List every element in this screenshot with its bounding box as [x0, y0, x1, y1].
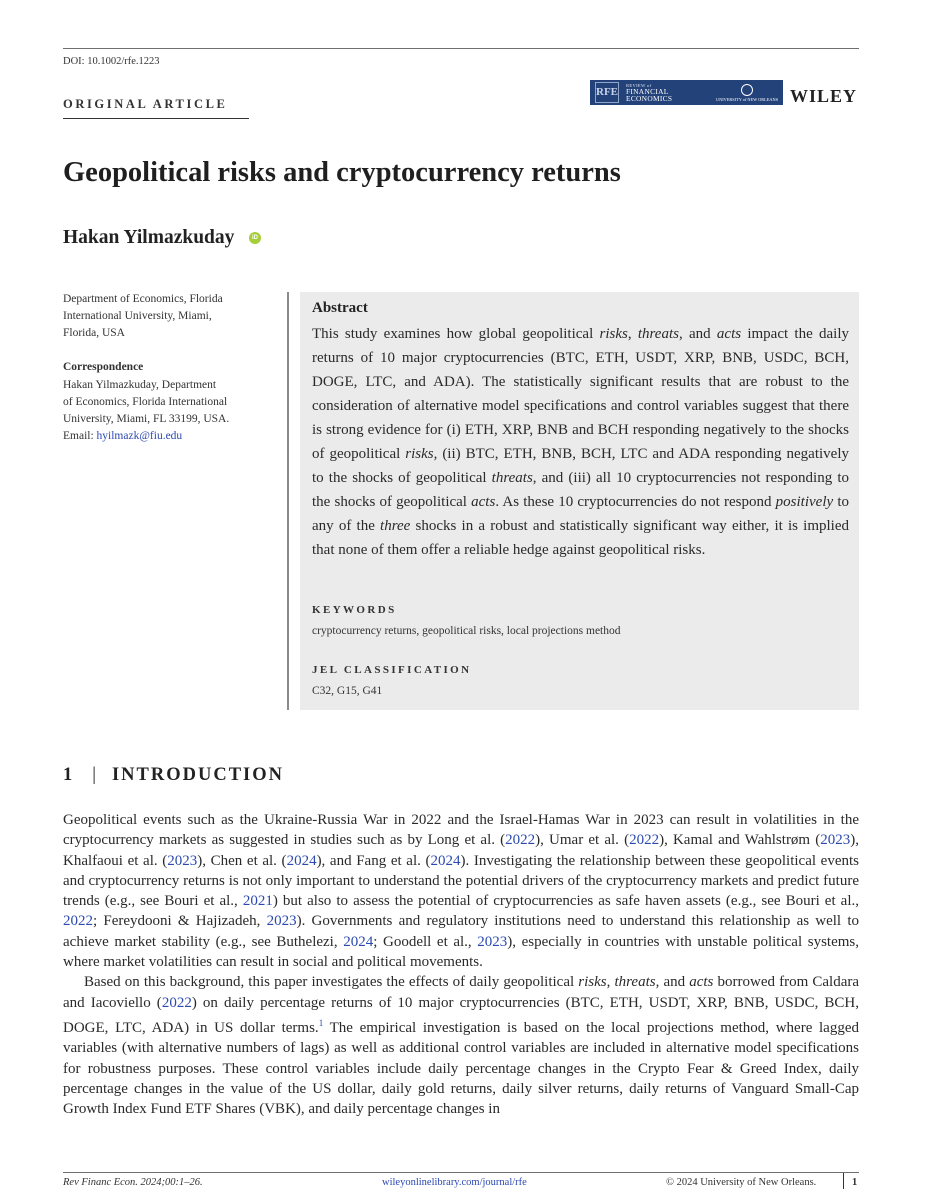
- citation-link[interactable]: 2022: [161, 994, 192, 1011]
- correspondence-heading: Correspondence: [63, 361, 144, 373]
- university-crest-icon: [741, 84, 753, 96]
- section-title: INTRODUCTION: [111, 765, 284, 785]
- abstract-heading: Abstract: [312, 300, 368, 316]
- article-type: ORIGINAL ARTICLE: [63, 97, 228, 111]
- journal-url-link[interactable]: wileyonlinelibrary.com/journal/rfe: [382, 1177, 527, 1188]
- section-divider: |: [92, 765, 98, 785]
- journal-logo[interactable]: [590, 80, 783, 105]
- correspondence: Hakan Yilmazkuday, Department of Economics, Florida International University, Miami, FL 33199, USA. Email: hyilmazk@fiu.edu: [63, 379, 230, 442]
- abstract-side-bar: [287, 292, 289, 710]
- citation-link[interactable]: 2021: [242, 893, 273, 910]
- keywords-text: cryptocurrency returns, geopolitical risks, local projections method: [312, 625, 621, 637]
- citation-link[interactable]: 2024: [343, 933, 374, 950]
- article-type-underline: [63, 118, 249, 119]
- citation-link[interactable]: 2022: [505, 832, 536, 849]
- paper-title: Geopolitical risks and cryptocurrency returns: [63, 157, 621, 188]
- doi[interactable]: DOI: 10.1002/rfe.1223: [63, 56, 160, 67]
- paragraph-1: Geopolitical events such as the Ukraine-Russia War in 2022 and the Israel-Hamas War in 2023 can result in volatilities in the cryptocurrency markets as suggested in studies such as by Long et al. (2022), Umar et al. (2022), Kamal and Wahlstrøm (2023), Khalfaoui et al. (2023), Chen et al. (2024), and Fang et al. (2024). Investigating the relationship between these geopolitical events and cryptocurrency returns is not only important to understand the potential drivers of the cryptocurrency markets and predict future trends (e.g., see Bouri et al., 2021) but also to assess the potential of cryptocurrencies as safe haven assets (e.g., see Bouri et al., 2022; Fereydooni & Hajizadeh, 2023). Governments and regulatory institutions need to understand this relationship as well to achieve market stability (e.g., see Buthelezi, 2024; Goodell et al., 2023), especially in countries with unstable political systems, where market volatilities can result in social and political movements.: [63, 812, 860, 971]
- bottom-rule: [63, 1172, 859, 1173]
- citation-link[interactable]: 2023: [266, 913, 297, 930]
- citation-link[interactable]: 2024: [430, 852, 461, 869]
- journal-name: REVIEW of FINANCIAL ECONOMICS: [626, 82, 673, 103]
- footer-divider: [843, 1173, 844, 1189]
- section-number: 1: [63, 765, 75, 785]
- email-link[interactable]: hyilmazk@fiu.edu: [96, 430, 183, 442]
- author-name[interactable]: Hakan Yilmazkuday: [63, 227, 235, 248]
- citation-line: Rev Financ Econ. 2024;00:1–26.: [63, 1177, 203, 1188]
- citation-link[interactable]: 2023: [167, 852, 198, 869]
- journal-monogram-icon: RFE: [595, 82, 619, 103]
- footnote-link[interactable]: 1: [318, 1017, 324, 1028]
- citation-link[interactable]: 2022: [63, 913, 93, 930]
- jel-text: C32, G15, G41: [312, 685, 383, 697]
- introduction-body: [63, 810, 859, 1119]
- section-heading: [63, 765, 284, 786]
- citation-link[interactable]: 2023: [477, 933, 508, 950]
- affiliation: Department of Economics, Florida International University, Miami, Florida, USA: [63, 293, 223, 339]
- paragraph-2: Based on this background, this paper investigates the effects of daily geopolitical risks, threats, and acts borrowed from Caldara and Iacoviello (2022) on daily percentage returns of 10 major cryptocurrencies (BTC, ETH, USDT, XRP, BNB, USDC, BCH, DOGE, LTC, ADA) in US dollar terms.$^1$ The empirical investigation is based on the local projections method, where lagged variables (with alternative numbers of lags) as well as additional control variables are included in alternative model specifications for robustness purposes. These control variables include daily percentage changes in the Crypto Fear & Greed Index, daily percentage changes in the value of the US dollar, daily gold returns, daily silver returns, daily returns of Vanguard Small-Cap Growth Index Fund ETF Shares (VBK), and daily percentage changes in: [63, 974, 860, 1118]
- publisher-logo[interactable]: WILEY: [790, 86, 858, 106]
- citation-link[interactable]: 2024: [286, 852, 317, 869]
- top-rule: [63, 48, 859, 49]
- copyright: © 2024 University of New Orleans.: [666, 1177, 817, 1188]
- keywords-heading: KEYWORDS: [312, 604, 397, 616]
- citation-link[interactable]: 2023: [820, 832, 851, 849]
- jel-heading: JEL CLASSIFICATION: [312, 664, 472, 676]
- citation-link[interactable]: 2022: [629, 832, 660, 849]
- university-logo: UNIVERSITY of NEW ORLEANS: [716, 84, 778, 102]
- page-number: 1: [852, 1177, 858, 1188]
- orcid-icon[interactable]: iD: [249, 232, 261, 244]
- abstract-text: This study examines how global geopolitical risks, threats, and acts impact the daily returns of 10 major cryptocurrencies (BTC, ETH, USDT, XRP, BNB, USDC, BCH, DOGE, LTC, and ADA). The statistically significant results that are robust to the consideration of alternative model specifications and control variables suggest that there is strong evidence for (i) ETH, XRP, BNB and BCH responding negatively to the shocks of geopolitical risks, (ii) BTC, ETH, BNB, BCH, LTC and ADA responding negatively to the shocks of geopolitical threats, and (iii) all 10 cryptocurrencies not responding to the shocks of geopolitical acts. As these 10 cryptocurrencies do not respond positively to any of the three shocks in a robust and statistically significant way either, it is implied that none of them offer a reliable hedge against geopolitical risks.: [312, 326, 849, 558]
